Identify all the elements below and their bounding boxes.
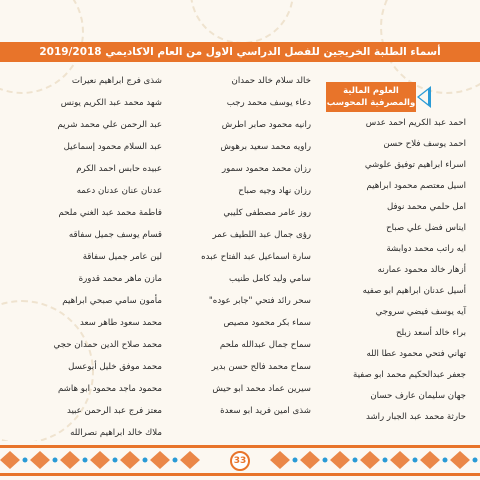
chevron-icon-cutout (419, 90, 428, 104)
section-heading-line-2: والمصرفية المحوسب (326, 98, 416, 108)
background-ornament (190, 0, 294, 44)
student-name: سارة اسماعيل عبد الفتاح عبده (201, 252, 311, 262)
student-name: قسام يوسف جميل سفاقه (68, 230, 162, 240)
student-name: سماح جمال عبدالله ملحم (219, 340, 311, 350)
student-name: حارثة محمد عبد الجبار راشد (365, 412, 466, 422)
student-name: معتز فرج عبد الرحمن عبيد (66, 406, 162, 416)
student-name: مأمون سامي صبحي ابراهيم (62, 296, 162, 306)
student-name: شذى فرج ابراهيم نعيرات (71, 76, 162, 86)
student-name: فاطمة محمد عبد الغني ملحم (58, 208, 162, 218)
section-heading-line-1: العلوم المالية (343, 86, 399, 96)
student-name: شذى امين فريد ابو سعدة (220, 406, 311, 416)
student-name: اسراء ابراهيم توفيق علوشي (364, 160, 466, 170)
student-name: أزهار خالد محمود عمارنه (377, 265, 466, 275)
student-name: تهاني فتحي محمود عطا الله (366, 349, 466, 359)
student-name: رزان نهاد وجيه صباح (238, 186, 311, 196)
student-name: محمود ماجد محمود ابو هاشم (57, 384, 162, 394)
student-name: لين عامر جميل سفاقة (82, 252, 162, 262)
student-name: عبد الرحمن علي محمد شريم (57, 120, 162, 130)
section-heading (326, 82, 416, 112)
student-name: عبد السلام محمود إسماعيل (63, 142, 162, 152)
student-name: خالد سلام خالد حمدان (231, 76, 311, 86)
student-name: رؤى جمال عبد اللطيف عمر (212, 230, 311, 240)
student-name: سماء بكر محمود مصيص (223, 318, 311, 328)
page-number: 33 (230, 451, 250, 471)
student-name: سماح محمد فالح حسن بدير (211, 362, 311, 372)
student-name: ايه راتب محمد دوابشة (386, 244, 466, 254)
student-name: شهد محمد عبد الكريم يونس (60, 98, 162, 108)
student-name: رانيه محمود صابر اطرش (221, 120, 311, 130)
student-name: احمد عبد الكريم احمد عدس (365, 118, 466, 128)
student-name: روز عامر مصطفى كليبي (223, 208, 311, 218)
student-name: ايناس فضل علي صباح (386, 223, 466, 233)
student-name: محمد موفق خليل أبوعسل (68, 362, 162, 372)
student-name: آيه يوسف فيضي سروجي (375, 307, 466, 317)
title-bar (0, 42, 480, 62)
student-name: محمد صلاح الدين حمدان حجي (53, 340, 162, 350)
student-name: اسيل معتصم محمود ابراهيم (366, 181, 466, 191)
student-name: عبيده حابس احمد الكرم (76, 164, 162, 174)
student-name: مازن ماهر محمد قدورة (78, 274, 162, 284)
student-name: براء خالد أسعد زبلح (396, 328, 466, 338)
student-name: دعاء يوسف محمد رجب (226, 98, 311, 108)
student-name: رزان محمد محمود سمور (222, 164, 311, 174)
student-name: راويه محمد سعيد برهوش (220, 142, 311, 152)
student-name: احمد يوسف فلاح حسن (383, 139, 466, 149)
student-name: أسيل عدنان ابراهيم ابو صفيه (362, 286, 466, 296)
student-name: عدنان عنان عدنان دعمه (76, 186, 162, 196)
student-name: سامي وليد كامل طنيب (229, 274, 311, 284)
student-name: محمد سعود طاهر سعد (79, 318, 162, 328)
student-name: سحر رائد فتحي "جابر عوده" (208, 296, 311, 306)
page-title: أسماء الطلبة الخريجين للفصل الدراسي الاول من العام الاكاديمي 2019/2018 (39, 46, 441, 58)
student-name: جهان سليمان عارف حسان (370, 391, 466, 401)
student-name: امل حلمي محمد نوفل (386, 202, 466, 212)
student-name: جعفر عبدالحكيم محمد ابو صفية (352, 370, 466, 380)
student-name: سيرين عماد محمد ابو حيش (212, 384, 311, 394)
student-name: ملاك خالد ابراهيم نصرالله (70, 428, 162, 438)
